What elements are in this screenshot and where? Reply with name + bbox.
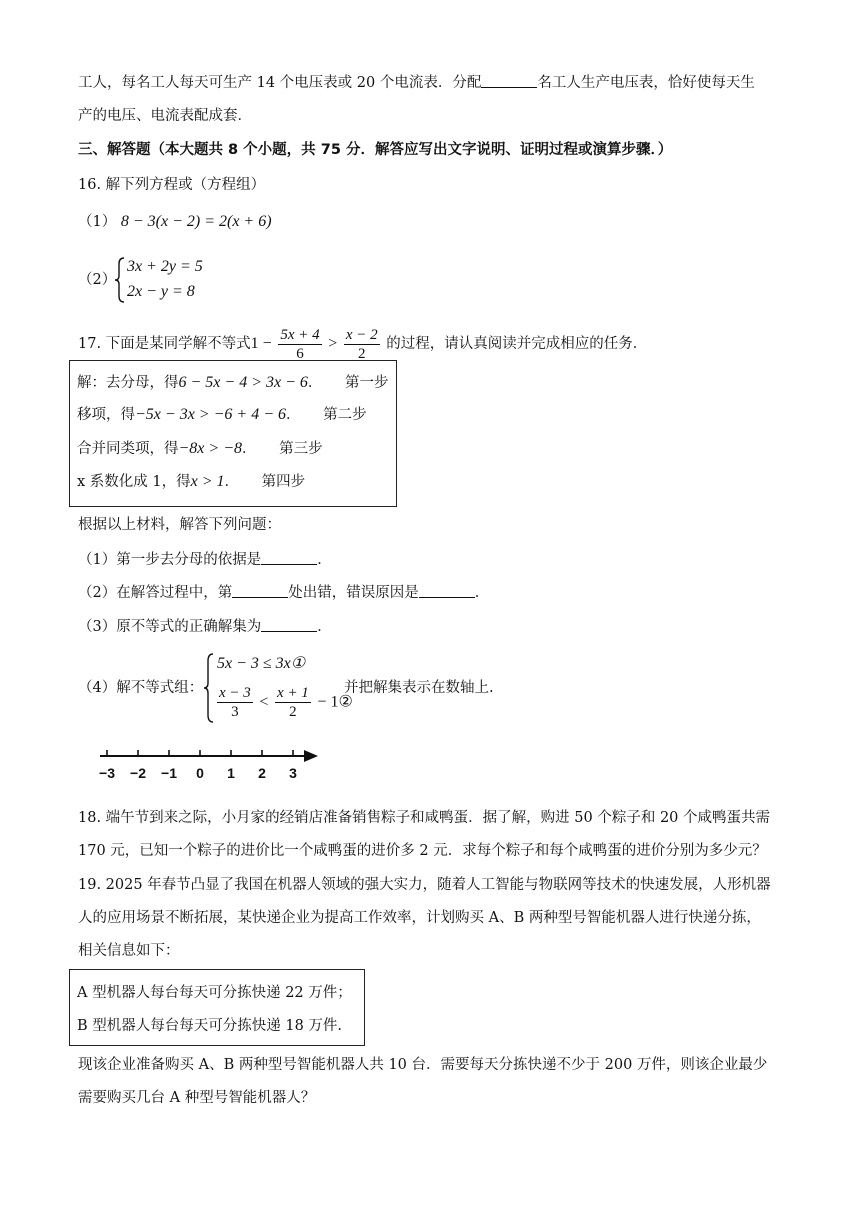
step-1-math: 6 − 5x − 4 > 3x − 6 <box>178 374 308 391</box>
q17-sub1 <box>78 550 332 570</box>
q17-stem-b: 的过程，请认真阅读并完成相应的任务． <box>386 336 648 352</box>
q17-ineq-left: 1 − <box>250 335 272 352</box>
step-1-period: ． <box>307 375 323 391</box>
step-4-text: x 系数化成 1，得 <box>77 474 191 490</box>
q17-sub2-text-b: 处出错，错误原因是 <box>288 585 419 601</box>
q17-sub4-label: （4）解不等式组： <box>78 680 204 696</box>
q16-part1 <box>78 212 272 232</box>
q17-sub4-after: 并把解集表示在数轴上. <box>344 680 494 696</box>
q17-sub2 <box>78 583 489 603</box>
solution-step-3 <box>77 439 323 459</box>
q18-line-1: 18. 端午节到来之际，小月家的经销店准备销售粽子和咸鸭蛋．据了解，购进 50 个粽子和 20 个咸鸭蛋共需 <box>78 810 771 826</box>
q15-text-b: 名工人生产电压表，恰好使每天生 <box>537 75 755 91</box>
q17-fraction-2 <box>344 326 380 363</box>
step-4-math: x > 1 <box>190 473 225 490</box>
answer-blank[interactable] <box>261 550 317 565</box>
q16-part1-equation: 8 − 3(x − 2) = 2(x + 6) <box>120 213 272 230</box>
q17-s4-f1-denominator: 3 <box>231 704 239 720</box>
solution-step-4 <box>77 472 305 492</box>
step-2-math: −5x − 3x > −6 + 4 − 6 <box>135 406 286 423</box>
step-4-label: 第四步 <box>261 474 306 490</box>
q17-s4-tail: − 1② <box>317 693 353 711</box>
q17-sub1-text: （1）第一步去分母的依据是 <box>78 552 262 568</box>
step-1-label: 第一步 <box>345 375 389 391</box>
q17-sub1-period: ． <box>317 552 332 568</box>
q19-line-5: 需要购买几台 A 种型号智能机器人？ <box>78 1090 316 1106</box>
q17-s4-f2-denominator: 2 <box>289 704 297 720</box>
axis-tick-label: 0 <box>196 765 204 781</box>
q16-system-eq1: 3x + 2y = 5 <box>127 258 203 275</box>
step-1-text: 解：去分母，得 <box>77 375 179 391</box>
step-2-label: 第二步 <box>323 407 367 423</box>
q17-sub2-period: ． <box>474 585 490 601</box>
q17-f2-numerator: x − 2 <box>345 326 378 343</box>
q15-text-a: 工人，每名工人每天可生产 14 个电压表或 20 个电流表．分配 <box>78 75 482 91</box>
axis-ticks <box>99 750 297 781</box>
left-brace-icon <box>114 256 126 304</box>
step-3-math: −8x > −8 <box>178 440 242 457</box>
step-3-label: 第三步 <box>279 441 323 457</box>
step-3-period: ． <box>242 441 257 457</box>
axis-tick-label: −2 <box>130 765 146 781</box>
q17-s4-f1-numerator: x − 3 <box>219 685 251 701</box>
answer-blank[interactable] <box>419 583 475 598</box>
axis-arrow-icon <box>304 750 318 762</box>
q15-line-2: 产的电压、电流表配成套． <box>78 108 252 124</box>
q17-s4-f2-numerator: x + 1 <box>277 685 309 701</box>
step-3-text: 合并同类项，得 <box>77 441 179 457</box>
q19-line-2: 人的应用场景不断拓展，某快递企业为提高工作效率，计划购买 A、B 两种型号智能机器人进行快递分拣， <box>78 910 761 926</box>
q19-line-4: 现该企业准备购买 A、B 两种型号智能机器人共 10 台．需要每天分拣快递不少于 200 万件，则该企业最少 <box>78 1057 768 1073</box>
q17-stem <box>78 325 647 363</box>
q17-f2-denominator: 2 <box>357 345 366 362</box>
axis-tick-label: −3 <box>99 765 115 781</box>
robot-a-info: A 型机器人每台每天可分拣快递 22 万件； <box>77 985 352 1001</box>
axis-tick-label: 1 <box>227 765 235 781</box>
answer-blank[interactable] <box>261 617 317 632</box>
step-2-period: ． <box>285 407 301 423</box>
q17-sub3-period: ． <box>317 619 332 635</box>
q16-part2-label: （2） <box>78 272 117 288</box>
answer-blank[interactable] <box>232 583 288 598</box>
answer-blank[interactable] <box>481 73 537 88</box>
q16-part1-label: （1） <box>78 214 117 230</box>
left-brace-icon <box>203 652 215 724</box>
q17-stem-a: 17. 下面是某同学解不等式 <box>78 336 251 352</box>
robot-b-info: B 型机器人每台每天可分拣快递 18 万件. <box>77 1018 343 1034</box>
solution-step-1 <box>77 373 389 393</box>
axis-tick-label: −1 <box>161 765 177 781</box>
q17-gt-sign: > <box>328 335 338 352</box>
q15-line-1 <box>78 73 755 93</box>
q17-fraction-1 <box>278 326 321 363</box>
q16-stem: 16. 解下列方程或（方程组） <box>78 177 266 193</box>
section-3-heading: 三、解答题（本大题共 8 个小题，共 75 分．解答应写出文字说明、证明过程或演算步骤．） <box>78 142 673 158</box>
axis-tick-label: 2 <box>258 765 266 781</box>
q17-intro: 根据以上材料，解答下列问题： <box>78 517 281 533</box>
q17-f1-denominator: 6 <box>296 345 304 362</box>
q18-line-2: 170 元，已知一个粽子的进价比一个咸鸭蛋的进价多 2 元．求每个粽子和每个咸鸭蛋的进价分别为多少元？ <box>78 843 767 859</box>
q17-sub3 <box>78 617 332 637</box>
q19-line-1: 19. 2025 年春节凸显了我国在机器人领域的强大实力，随着人工智能与物联网等技术的快速发展，人形机器 <box>78 877 771 893</box>
solution-step-2 <box>77 405 367 425</box>
q17-s4-fraction-1 <box>217 684 253 721</box>
q17-system-ineq2 <box>215 684 353 721</box>
q19-line-3: 相关信息如下： <box>78 943 180 959</box>
q17-system-ineq1: 5x − 3 ≤ 3x① <box>217 655 306 672</box>
step-2-text: 移项，得 <box>77 407 135 423</box>
q17-sub2-text-a: （2）在解答过程中，第 <box>78 585 233 601</box>
number-line[interactable] <box>96 742 326 784</box>
q17-f1-numerator: 5x + 4 <box>280 326 320 343</box>
q16-system-eq2: 2x − y = 8 <box>127 283 195 300</box>
step-4-period: ． <box>224 474 240 490</box>
axis-tick-label: 3 <box>289 765 297 781</box>
q17-s4-fraction-2 <box>275 684 311 721</box>
q17-sub3-text: （3）原不等式的正确解集为 <box>78 619 262 635</box>
q17-s4-lt-sign: < <box>259 693 269 711</box>
